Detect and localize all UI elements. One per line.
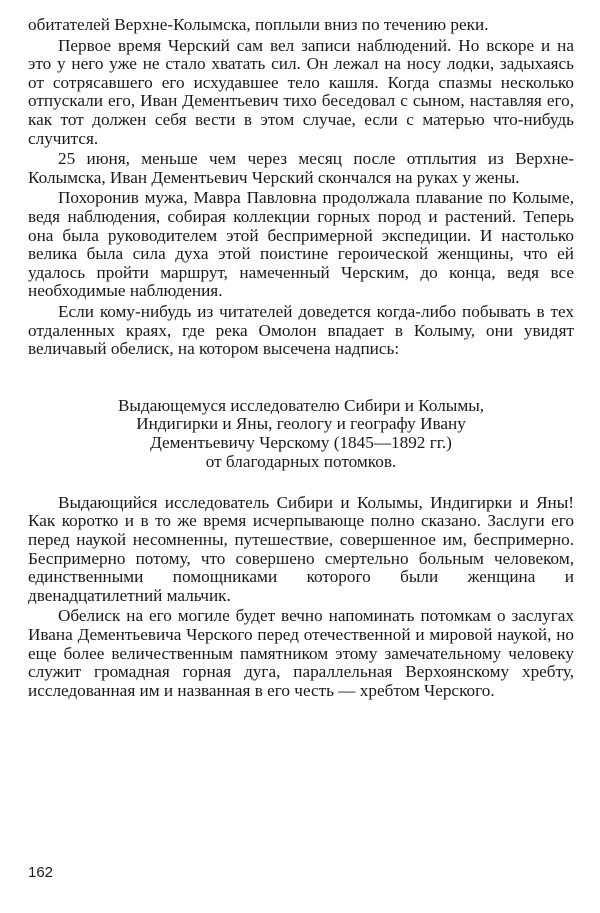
page-number: 162 [28,864,54,881]
inscription-line: Дементьевичу Черскому (1845—1892 гг.) [150,433,452,453]
paragraph-obelisk-intro: Если кому-нибудь из читателей доведется когда-либо побывать в тех отдаленных краях, где река Омолон впадает в Колыму, они увидят величавый обелиск, на котором высечена надпись: [28,301,574,359]
paragraph-chersky-notes: Первое время Черский сам вел записи наблюдений. Но вскоре и на это у него уже не стало хватать сил. Он лежал на носу лодки, задыхаясь от сотрясавшего его исхудавшее тело кашля. Когда спазмы несколько отпускали его, Иван Дементьевич тихо беседовал с сыном, наставляя его, как тот должен себя вести в этом случае, если с матерью что-нибудь случится. [28,35,574,148]
obelisk-inscription [28,397,574,472]
paragraph-mavra-expedition: Похоронив мужа, Мавра Павловна продолжала плавание по Колыме, ведя наблюдения, собирая коллекции горных пород и растений. Теперь она была руководителем этой беспримерной экспедиции. И настолько велика была сила духа этой поистине героической женщины, что ей удалось пройти маршрут, намеченный Черским, до конца, ведя все необходимые наблюдения. [28,188,574,301]
paragraph-chersky-death: 25 июня, меньше чем через месяц после отплытия из Верхне-Колымска, Иван Дементьевич Черский скончался на руках у жены. [28,149,574,187]
paragraph-continuation: обитателей Верхне-Колымска, поплыли вниз по течению реки. [28,15,489,34]
inscription-line: от благодарных потомков. [205,452,397,472]
page-body [28,16,574,702]
inscription-line: Индигирки и Яны, геологу и географу Ивану [136,414,466,434]
paragraph-chersky-ridge: Обелиск на его могиле будет вечно напоминать потомкам о заслугах Ивана Дементьевича Черского перед отечественной и мировой наукой, но еще более величественным памятником этому замечательному человеку служит громадная горная дуга, параллельная Верхоянскому хребту, исследованная им и названная в его честь — хребтом Черского. [28,606,574,700]
inscription-line: Выдающемуся исследователю Сибири и Колымы, [117,395,485,415]
paragraph-explorer-merits: Выдающийся исследователь Сибири и Колымы, Индигирки и Яны! Как коротко и в то же время исчерпывающе полно сказано. Заслуги его перед наукой несомненны, путешествие, совершенное им, беспримерно. Беспримерно потому, что совершено смертельно больным человеком, единственными помощниками которого были женщина и двенадцатилетний мальчик. [28,492,574,605]
